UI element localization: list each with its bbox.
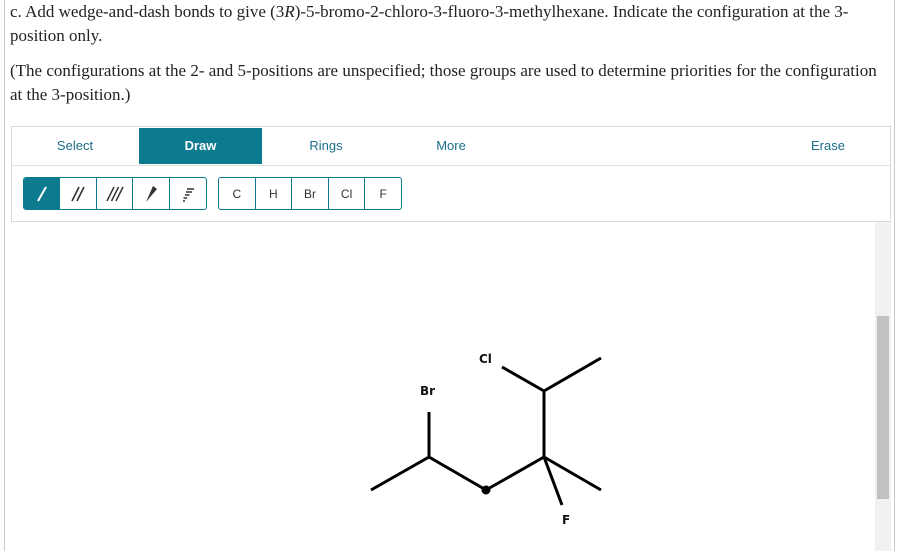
atom-label-br[interactable]: Br bbox=[420, 384, 436, 398]
bond-c2-c3 bbox=[429, 457, 486, 490]
wedge-bond-button[interactable] bbox=[133, 178, 169, 209]
hash-bond-icon bbox=[180, 185, 196, 203]
double-bond-icon bbox=[70, 185, 86, 203]
tab-draw[interactable]: Draw bbox=[139, 128, 262, 164]
single-bond-icon bbox=[35, 185, 49, 203]
bond-c3-c4 bbox=[486, 457, 544, 490]
atom-c-button[interactable]: C bbox=[219, 178, 256, 209]
single-bond-button[interactable] bbox=[24, 178, 60, 209]
bond-tool-group bbox=[23, 177, 207, 210]
atom-label-f[interactable]: F bbox=[562, 513, 571, 527]
atom-br-button[interactable]: Br bbox=[292, 178, 329, 209]
atom-f-button[interactable]: F bbox=[379, 186, 387, 201]
wedge-bond-icon bbox=[143, 185, 159, 203]
tab-rings[interactable]: Rings bbox=[309, 138, 343, 153]
triple-bond-icon bbox=[106, 185, 124, 203]
tab-erase[interactable]: Erase bbox=[811, 138, 845, 153]
atom-cl-button[interactable]: Cl bbox=[329, 178, 366, 209]
bond-c1-c2 bbox=[371, 457, 429, 490]
drawing-toolbar bbox=[11, 126, 891, 222]
bond-c5-c6 bbox=[544, 358, 601, 391]
atom-label-cl[interactable]: Cl bbox=[479, 352, 492, 366]
scrollbar-thumb[interactable] bbox=[877, 316, 889, 499]
question-note: (The configurations at the 2- and 5-positions are unspecified; those groups are used to determine priorities for the configuration at the 3-position.) bbox=[10, 61, 877, 104]
bond-cl bbox=[502, 367, 544, 391]
triple-bond-button[interactable] bbox=[97, 178, 133, 209]
molecule-drawing bbox=[11, 222, 875, 551]
hash-bond-button[interactable] bbox=[170, 178, 206, 209]
toolbar-tabs bbox=[12, 127, 890, 166]
selected-atom-dot[interactable] bbox=[482, 486, 491, 495]
tab-select[interactable]: Select bbox=[56, 138, 94, 153]
tab-more[interactable]: More bbox=[436, 138, 466, 153]
drawing-canvas[interactable] bbox=[11, 222, 875, 551]
double-bond-button[interactable] bbox=[60, 178, 96, 209]
question-text: c. Add wedge-and-dash bonds to give (3R)-5-bromo-2-chloro-3-fluoro-3-methylhexane. Indicate the configuration at the 3-position only. bbox=[10, 2, 849, 45]
atom-h-button[interactable]: H bbox=[256, 178, 293, 209]
atom-tool-group bbox=[218, 177, 402, 210]
bond-methyl bbox=[544, 457, 601, 490]
